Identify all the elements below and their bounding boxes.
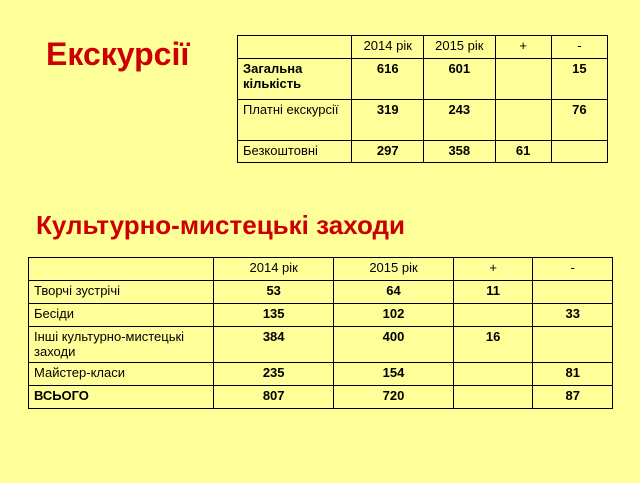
excursions-title: Екскурсії <box>46 36 190 72</box>
cell-plus: 16 <box>453 327 533 363</box>
cell-2015: 720 <box>334 386 454 409</box>
row-label: Безкоштовні <box>238 141 352 163</box>
cell-2014: 616 <box>352 59 424 100</box>
row-label: Майстер-класи <box>29 363 214 386</box>
cell-2015: 601 <box>424 59 496 100</box>
cell-2014: 297 <box>352 141 424 163</box>
header-cell-2015: 2015 рік <box>334 258 454 281</box>
cell-2014: 384 <box>214 327 334 363</box>
cell-plus <box>453 304 533 327</box>
cell-plus: 11 <box>453 281 533 304</box>
cell-minus <box>533 327 613 363</box>
row-label: Творчі зустрічі <box>29 281 214 304</box>
total-row <box>29 386 613 409</box>
events-title: Культурно-мистецькі заходи <box>36 210 406 240</box>
row-label: Платні екскурсії <box>238 100 352 141</box>
events-table <box>28 257 613 409</box>
header-cell-plus: + <box>453 258 533 281</box>
table-row <box>238 100 608 141</box>
cell-plus: 61 <box>495 141 551 163</box>
table-row <box>29 327 613 363</box>
table-row <box>238 59 608 100</box>
excursions-table <box>237 35 608 163</box>
cell-minus: 76 <box>551 100 607 141</box>
header-cell-minus: - <box>551 36 607 59</box>
cell-2014: 807 <box>214 386 334 409</box>
cell-2015: 102 <box>334 304 454 327</box>
header-cell-2014: 2014 рік <box>352 36 424 59</box>
header-cell-2014: 2014 рік <box>214 258 334 281</box>
header-cell-plus: + <box>495 36 551 59</box>
cell-2015: 243 <box>424 100 496 141</box>
row-label: Загальна кількість <box>238 59 352 100</box>
header-cell-label <box>29 258 214 281</box>
cell-2014: 235 <box>214 363 334 386</box>
cell-minus: 33 <box>533 304 613 327</box>
cell-minus: 15 <box>551 59 607 100</box>
table-row <box>29 304 613 327</box>
cell-plus <box>453 363 533 386</box>
row-label: Бесіди <box>29 304 214 327</box>
table-header-row <box>29 258 613 281</box>
table-row <box>29 281 613 304</box>
table-row <box>238 141 608 163</box>
header-cell-label <box>238 36 352 59</box>
cell-2015: 64 <box>334 281 454 304</box>
cell-minus <box>533 281 613 304</box>
cell-minus: 81 <box>533 363 613 386</box>
cell-2014: 53 <box>214 281 334 304</box>
cell-2015: 358 <box>424 141 496 163</box>
cell-2014: 319 <box>352 100 424 141</box>
table-header-row <box>238 36 608 59</box>
cell-2014: 135 <box>214 304 334 327</box>
header-cell-minus: - <box>533 258 613 281</box>
cell-2015: 154 <box>334 363 454 386</box>
table-row <box>29 363 613 386</box>
cell-plus <box>495 59 551 100</box>
cell-plus <box>453 386 533 409</box>
cell-minus: 87 <box>533 386 613 409</box>
row-label: Інші культурно-мистецькі заходи <box>29 327 214 363</box>
cell-2015: 400 <box>334 327 454 363</box>
cell-plus <box>495 100 551 141</box>
row-label: ВСЬОГО <box>29 386 214 409</box>
cell-minus <box>551 141 607 163</box>
header-cell-2015: 2015 рік <box>424 36 496 59</box>
